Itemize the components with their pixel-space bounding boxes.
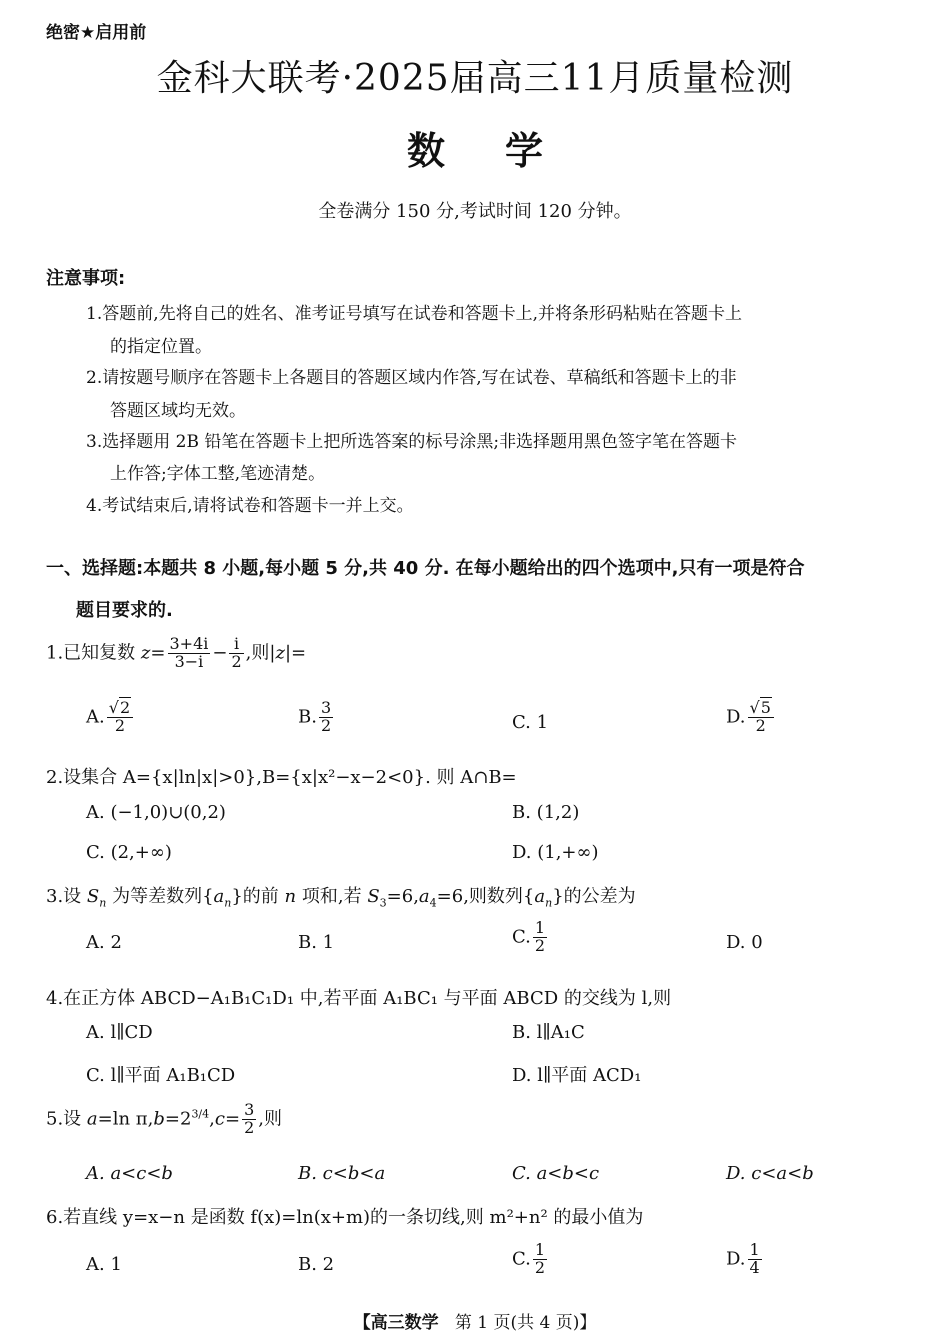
notice-line-2: 的指定位置。 <box>110 337 212 357</box>
notice-line-3: 2.请按题号顺序在答题卡上各题目的答题区域内作答,写在试卷、草稿纸和答题卡上的非 <box>86 368 737 388</box>
q5-option-a[interactable]: A. a<c<b <box>86 1163 173 1184</box>
q3-option-d[interactable]: D. 0 <box>726 932 763 953</box>
notice-line-7: 4.考试结束后,请将试卷和答题卡一并上交。 <box>86 496 414 516</box>
q1-fraction-2: $\frac{i}{2}$ <box>231 634 242 671</box>
q3-option-a[interactable]: A. 2 <box>86 932 122 953</box>
section-heading-line-2: 题目要求的. <box>76 600 173 621</box>
q4-option-a[interactable]: A. l∥CD <box>86 1022 153 1043</box>
question-3-stem: 3.设 $S_n$ 为等差数列$\{a_n\}$的前 n 项和,若 $S_3=6,a_4=6$,则数列$\{a_n\}$的公差为 <box>46 886 636 910</box>
notice-line-1: 1.答题前,先将自己的姓名、准考证号填写在试卷和答题卡上,并将条形码粘贴在答题卡上 <box>86 304 743 324</box>
q6-option-a[interactable]: A. 1 <box>86 1254 122 1275</box>
q3-option-b[interactable]: B. 1 <box>298 932 335 953</box>
q4-option-d[interactable]: D. l∥平面 ACD₁ <box>512 1065 642 1086</box>
subject-title: 数学 <box>406 129 603 173</box>
full-mark-note: 全卷满分 150 分,考试时间 120 分钟。 <box>318 201 632 222</box>
question-6-stem: 6.若直线 y=x−n 是函数 f(x)=ln(x+m)的一条切线,则 m²+n² 的最小值为 <box>46 1207 644 1228</box>
notice-line-4: 答题区域均无效。 <box>110 401 246 421</box>
q1-option-d[interactable]: D. $\frac{√5}{2}$ <box>726 700 776 735</box>
notice-heading: 注意事项: <box>46 268 126 289</box>
notice-line-6: 上作答;字体工整,笔迹清楚。 <box>110 464 326 484</box>
question-1-stem: 1.已知复数 z= $\frac{3+4i}{3-i}$ − $\frac{i}{2}$ ,则|z|= <box>46 634 307 671</box>
q3-option-c[interactable]: C. $\frac{1}{2}$ <box>512 918 546 955</box>
q5-option-d[interactable]: D. c<a<b <box>726 1163 814 1184</box>
q2-option-d[interactable]: D. (1,+∞) <box>512 842 599 863</box>
q1-option-c[interactable]: C. 1 <box>512 712 549 733</box>
q5-option-c[interactable]: C. a<b<c <box>512 1163 600 1184</box>
page-footer: 【高三数学 第 1 页(共 4 页)】 <box>353 1313 597 1333</box>
notice-line-5: 3.选择题用 2B 铅笔在答题卡上把所选答案的标号涂黑;非选择题用黑色签字笔在答题卡 <box>86 432 738 452</box>
q1-fraction-1: $\frac{3+4i}{3-i}$ <box>169 634 209 671</box>
q5-option-b[interactable]: B. c<b<a <box>298 1163 386 1184</box>
question-2-stem: 2.设集合 A={x|ln|x|>0},B={x|x²−x−2<0}. 则 A∩B= <box>46 767 517 788</box>
q6-option-b[interactable]: B. 2 <box>298 1254 335 1275</box>
q1-option-b[interactable]: B. $\frac{3}{2}$ <box>298 698 332 735</box>
question-5-stem: 5.设 a=ln $\pi,b=2^{3/4},c=$ $\frac{3}{2}$ ,则 <box>46 1100 282 1137</box>
q6-option-c[interactable]: C. $\frac{1}{2}$ <box>512 1240 546 1277</box>
q1-option-a[interactable]: A. $\frac{√2}{2}$ <box>86 700 135 735</box>
q4-option-b[interactable]: B. l∥A₁C <box>512 1022 585 1043</box>
q2-option-b[interactable]: B. (1,2) <box>512 802 580 823</box>
q2-option-c[interactable]: C. (2,+∞) <box>86 842 172 863</box>
section-heading-line-1: 一、选择题:本题共 8 小题,每小题 5 分,共 40 分. 在每小题给出的四个选项中,只有一项是符合 <box>46 558 805 579</box>
q2-option-a[interactable]: A. (−1,0)∪(0,2) <box>86 802 226 823</box>
q6-option-d[interactable]: D. $\frac{1}{4}$ <box>726 1240 760 1277</box>
q4-option-c[interactable]: C. l∥平面 A₁B₁CD <box>86 1065 236 1086</box>
secret-mark: 绝密★启用前 <box>46 23 147 43</box>
exam-title: 金科大联考·2025届高三11月质量检测 <box>156 58 794 99</box>
question-4-stem: 4.在正方体 ABCD−A₁B₁C₁D₁ 中,若平面 A₁BC₁ 与平面 ABCD 的交线为 l,则 <box>46 988 672 1009</box>
